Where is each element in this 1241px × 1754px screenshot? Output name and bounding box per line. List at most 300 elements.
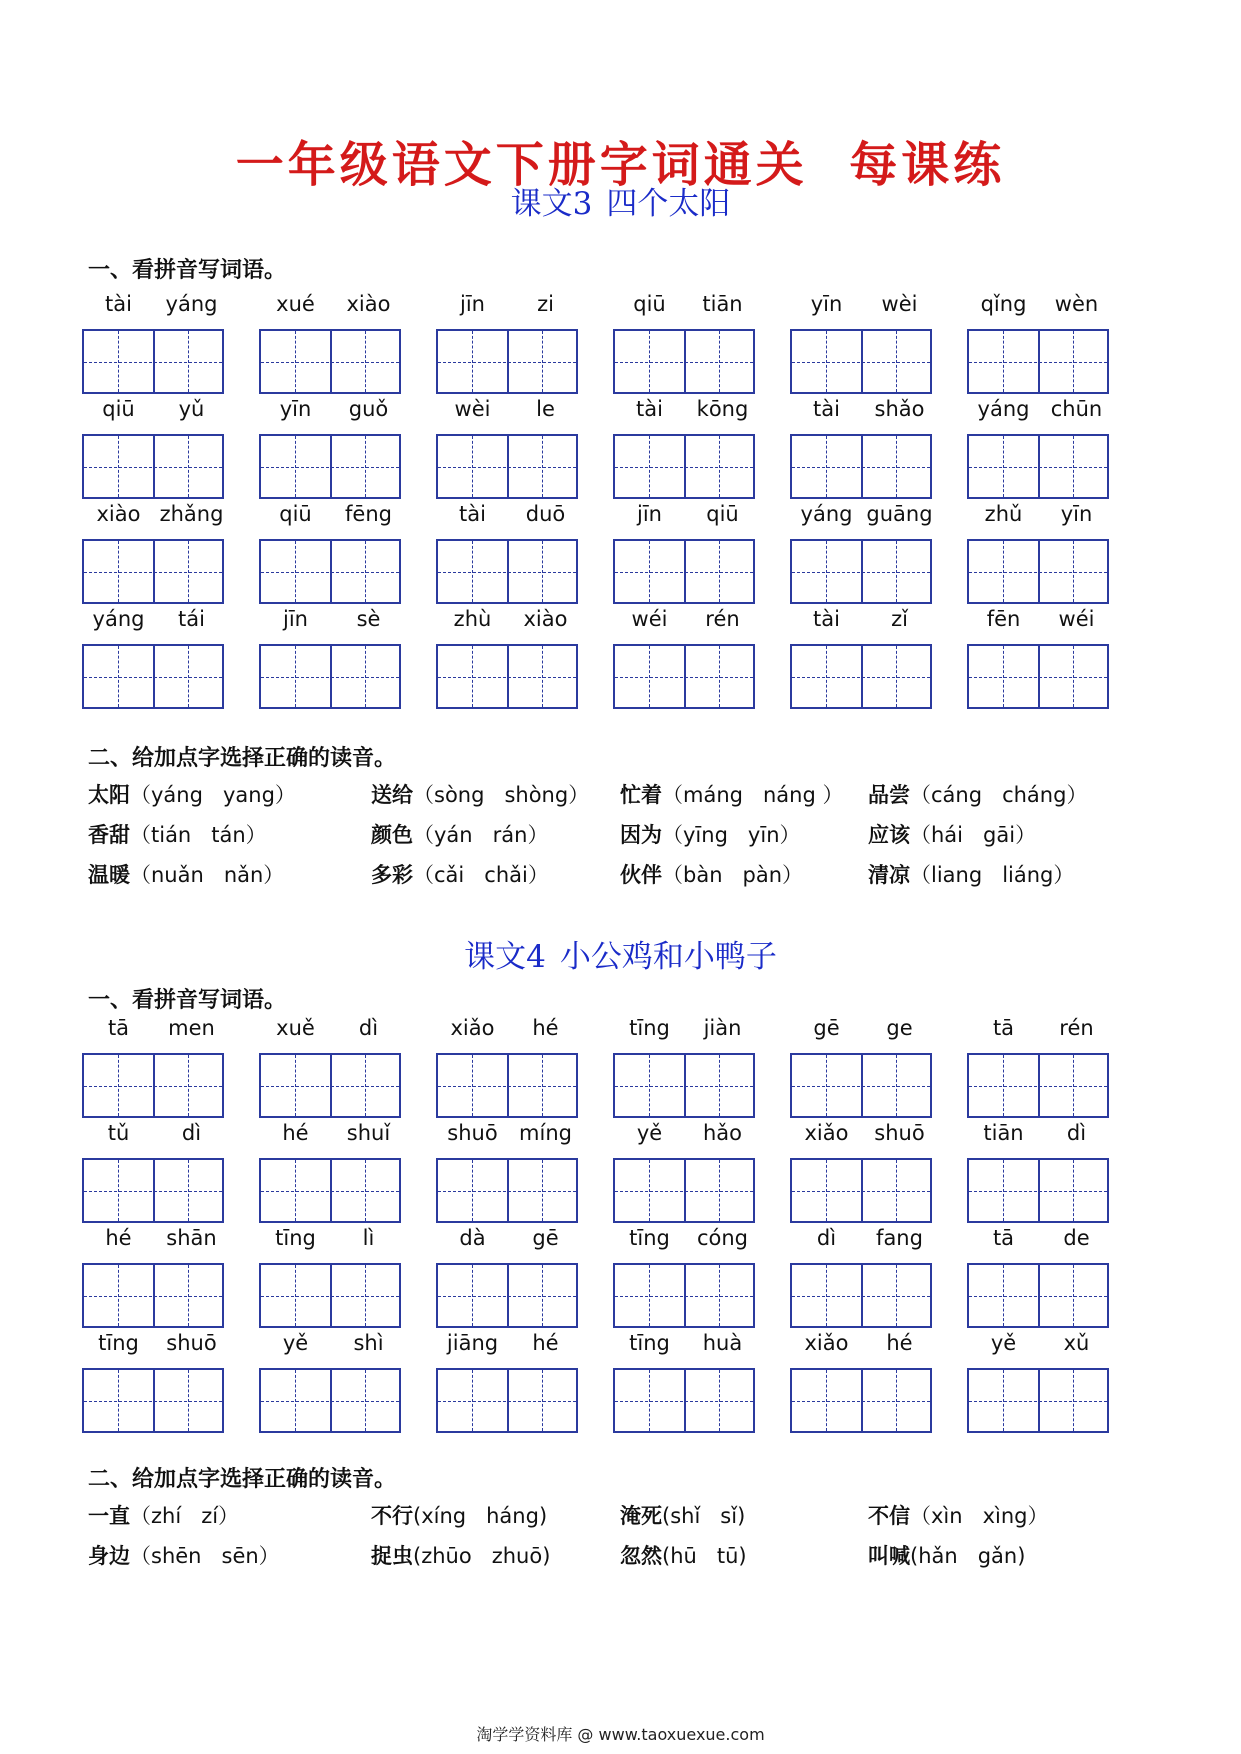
pinyin-label (82, 397, 228, 425)
reading-word: 品尝 (868, 783, 910, 807)
pinyin-syllable: guǒ (348, 397, 389, 421)
word-cell (790, 1226, 936, 1331)
grid-guide-line (896, 541, 897, 602)
grid-guide-line (792, 677, 930, 678)
reading-word: 送给 (371, 783, 413, 807)
writing-box[interactable] (259, 329, 401, 394)
pinyin-label (790, 502, 936, 530)
pinyin-label (436, 292, 582, 320)
writing-box[interactable] (436, 644, 578, 709)
reading-item (620, 859, 803, 889)
pinyin-syllable: shuǐ (346, 1121, 391, 1145)
pinyin-syllable: xiǎo (804, 1331, 849, 1355)
writing-box[interactable] (967, 539, 1109, 604)
pinyin-syllable: wéi (631, 607, 668, 631)
grid-guide-line (719, 541, 720, 602)
pinyin-label (613, 1016, 759, 1044)
writing-box[interactable] (82, 1263, 224, 1328)
grid-guide-line (969, 1086, 1107, 1087)
pinyin-syllable: tīng (629, 1016, 670, 1040)
pinyin-label (613, 397, 759, 425)
writing-box[interactable] (790, 1053, 932, 1118)
writing-box[interactable] (613, 1053, 755, 1118)
word-cell (967, 397, 1113, 502)
grid-row (82, 607, 1182, 712)
reading-item (620, 1500, 745, 1530)
grid-guide-line (472, 1055, 473, 1116)
pinyin-label (82, 607, 228, 635)
writing-box[interactable] (790, 329, 932, 394)
word-cell (790, 397, 936, 502)
grid-guide-line (188, 646, 189, 707)
pinyin-label (436, 607, 582, 635)
writing-box[interactable] (259, 1158, 401, 1223)
pinyin-label (613, 1331, 759, 1359)
grid-guide-line (118, 1055, 119, 1116)
pinyin-syllable: de (1063, 1226, 1090, 1250)
pinyin-syllable: qǐng (980, 292, 1027, 316)
grid-guide-line (365, 541, 366, 602)
writing-box[interactable] (967, 1158, 1109, 1223)
grid-guide-line (118, 541, 119, 602)
writing-box[interactable] (82, 1368, 224, 1433)
grid-guide-line (615, 1401, 753, 1402)
reading-options[interactable]: (hū tū) (662, 1544, 747, 1568)
grid-guide-line (188, 1160, 189, 1221)
grid-guide-line (118, 331, 119, 392)
grid-guide-line (188, 331, 189, 392)
reading-item (620, 1540, 747, 1570)
grid-guide-line (261, 1401, 399, 1402)
pinyin-syllable: dì (1066, 1121, 1087, 1145)
grid-guide-line (542, 331, 543, 392)
reading-options[interactable]: （nuǎn nǎn） (130, 863, 285, 887)
pinyin-syllable: wèn (1054, 292, 1099, 316)
grid-guide-line (615, 1191, 753, 1192)
writing-box[interactable] (82, 644, 224, 709)
pinyin-syllable: tīng (275, 1226, 316, 1250)
word-cell (967, 607, 1113, 712)
grid-guide-line (365, 1160, 366, 1221)
pinyin-syllable: hé (105, 1226, 132, 1250)
grid-guide-line (792, 362, 930, 363)
pinyin-syllable: ge (886, 1016, 913, 1040)
grid-guide-line (188, 1055, 189, 1116)
grid-guide-line (472, 436, 473, 497)
word-cell (790, 1016, 936, 1121)
word-cell (967, 1331, 1113, 1436)
grid-guide-line (969, 1401, 1107, 1402)
pinyin-label (790, 607, 936, 635)
reading-item (620, 819, 801, 849)
grid-guide-line (1073, 331, 1074, 392)
pinyin-label (967, 1016, 1113, 1044)
pinyin-syllable: tā (107, 1016, 130, 1040)
reading-options[interactable]: （cǎi chǎi） (413, 863, 549, 887)
pinyin-label (259, 292, 405, 320)
pinyin-syllable: fēn (986, 607, 1021, 631)
pinyin-label (436, 397, 582, 425)
reading-options[interactable]: (hǎn gǎn) (910, 1544, 1026, 1568)
pinyin-syllable: xǔ (1063, 1331, 1090, 1355)
writing-box[interactable] (967, 1368, 1109, 1433)
lesson-3-pinyin-grid (82, 292, 1182, 712)
writing-box[interactable] (790, 1263, 932, 1328)
reading-options[interactable]: （máng náng ） (662, 783, 844, 807)
word-cell (82, 292, 228, 397)
reading-options[interactable]: （xìn xìng） (910, 1504, 1049, 1528)
grid-guide-line (615, 677, 753, 678)
pinyin-syllable: gē (813, 1016, 840, 1040)
grid-guide-line (542, 436, 543, 497)
grid-guide-line (826, 541, 827, 602)
pinyin-syllable: jīn (283, 607, 308, 631)
pinyin-syllable: yīn (810, 292, 843, 316)
reading-word: 淹死 (620, 1504, 662, 1528)
pinyin-syllable: huà (702, 1331, 743, 1355)
pinyin-syllable: hé (532, 1016, 559, 1040)
grid-guide-line (188, 436, 189, 497)
word-cell (790, 607, 936, 712)
writing-box[interactable] (259, 1263, 401, 1328)
grid-guide-line (261, 572, 399, 573)
reading-word: 不行 (371, 1504, 413, 1528)
reading-options[interactable]: （zhí zí） (130, 1504, 240, 1528)
grid-guide-line (295, 1160, 296, 1221)
grid-guide-line (261, 467, 399, 468)
reading-word: 身边 (88, 1544, 130, 1568)
grid-guide-line (295, 1055, 296, 1116)
pinyin-syllable: tā (992, 1226, 1015, 1250)
grid-guide-line (438, 467, 576, 468)
writing-box[interactable] (259, 644, 401, 709)
pinyin-label (967, 607, 1113, 635)
grid-guide-line (649, 1265, 650, 1326)
writing-box[interactable] (613, 1368, 755, 1433)
grid-guide-line (792, 1401, 930, 1402)
pinyin-syllable: qiū (102, 397, 135, 421)
writing-box[interactable] (967, 329, 1109, 394)
pinyin-syllable: fēng (345, 502, 392, 526)
word-cell (613, 292, 759, 397)
writing-box[interactable] (790, 539, 932, 604)
reading-options[interactable]: （yáng yang） (130, 783, 296, 807)
lesson-3-section1-heading: 一、看拼音写词语。 (88, 258, 287, 283)
grid-guide-line (84, 1191, 222, 1192)
lesson-4-name: 课文4 (464, 939, 546, 975)
writing-box[interactable] (613, 1263, 755, 1328)
grid-guide-line (826, 1265, 827, 1326)
grid-guide-line (261, 1296, 399, 1297)
pinyin-syllable: guāng (866, 502, 933, 526)
pinyin-syllable: xiào (96, 502, 141, 526)
pinyin-syllable: zhǎng (159, 502, 224, 526)
word-cell (967, 1226, 1113, 1331)
writing-box[interactable] (436, 329, 578, 394)
grid-guide-line (118, 436, 119, 497)
writing-box[interactable] (790, 1368, 932, 1433)
writing-box[interactable] (790, 434, 932, 499)
grid-guide-line (649, 436, 650, 497)
pinyin-syllable: cóng (696, 1226, 749, 1250)
grid-guide-line (1003, 541, 1004, 602)
pinyin-label (82, 1121, 228, 1149)
pinyin-syllable: rén (1059, 1016, 1094, 1040)
writing-box[interactable] (967, 434, 1109, 499)
writing-box[interactable] (259, 434, 401, 499)
lesson-4-subtitle: 小公鸡和小鸭子 (559, 939, 777, 975)
word-cell (613, 607, 759, 712)
reading-options[interactable]: （shēn sēn） (130, 1544, 280, 1568)
pinyin-syllable: zhǔ (984, 502, 1023, 526)
pinyin-syllable: shǎo (874, 397, 925, 421)
grid-guide-line (472, 1370, 473, 1431)
grid-guide-line (615, 467, 753, 468)
pinyin-syllable: chūn (1050, 397, 1103, 421)
grid-guide-line (84, 677, 222, 678)
writing-box[interactable] (436, 1368, 578, 1433)
reading-word: 叫喊 (868, 1544, 910, 1568)
word-cell (259, 1226, 405, 1331)
pinyin-syllable: jiàn (703, 1016, 742, 1040)
writing-box[interactable] (436, 434, 578, 499)
pinyin-syllable: tài (813, 397, 840, 421)
pinyin-syllable: xiào (346, 292, 391, 316)
pinyin-syllable: xiào (523, 607, 568, 631)
pinyin-label (613, 292, 759, 320)
pinyin-label (967, 502, 1113, 530)
pinyin-syllable: yīn (279, 397, 312, 421)
pinyin-label (259, 1331, 405, 1359)
pinyin-label (790, 1121, 936, 1149)
writing-box[interactable] (790, 1158, 932, 1223)
pinyin-syllable: tīng (98, 1331, 139, 1355)
grid-guide-line (542, 541, 543, 602)
reading-word: 清凉 (868, 863, 910, 887)
pinyin-syllable: shuō (447, 1121, 498, 1145)
word-cell (82, 1121, 228, 1226)
grid-guide-line (365, 646, 366, 707)
writing-box[interactable] (259, 539, 401, 604)
reading-item (371, 1540, 550, 1570)
pinyin-syllable: dì (181, 1121, 202, 1145)
grid-guide-line (826, 1160, 827, 1221)
grid-guide-line (969, 1191, 1107, 1192)
pinyin-syllable: yáng (977, 397, 1030, 421)
word-cell (967, 292, 1113, 397)
grid-guide-line (649, 331, 650, 392)
pinyin-syllable: hé (532, 1331, 559, 1355)
grid-guide-line (969, 467, 1107, 468)
grid-guide-line (118, 1265, 119, 1326)
word-cell (436, 1226, 582, 1331)
reading-word: 颜色 (371, 823, 413, 847)
grid-guide-line (542, 1160, 543, 1221)
grid-guide-line (719, 1265, 720, 1326)
grid-row (82, 292, 1182, 397)
word-cell (259, 397, 405, 502)
reading-options[interactable]: （yīng yīn） (662, 823, 801, 847)
grid-guide-line (896, 1160, 897, 1221)
grid-guide-line (295, 1265, 296, 1326)
writing-box[interactable] (436, 539, 578, 604)
pinyin-syllable: jīn (460, 292, 485, 316)
reading-options[interactable]: （yán rán） (413, 823, 549, 847)
grid-guide-line (969, 677, 1107, 678)
grid-guide-line (792, 1086, 930, 1087)
word-cell (259, 502, 405, 607)
grid-guide-line (542, 1265, 543, 1326)
reading-options[interactable]: (xíng háng) (413, 1504, 548, 1528)
reading-options[interactable]: （hái gāi） (910, 823, 1037, 847)
footer: 淘学学资料库 @ www.taoxuexue.com (476, 1725, 765, 1744)
pinyin-syllable: yáng (92, 607, 145, 631)
grid-guide-line (84, 467, 222, 468)
writing-box[interactable] (613, 434, 755, 499)
writing-box[interactable] (82, 434, 224, 499)
grid-guide-line (1003, 1265, 1004, 1326)
pinyin-syllable: hé (282, 1121, 309, 1145)
grid-row (82, 502, 1182, 607)
writing-box[interactable] (436, 1053, 578, 1118)
pinyin-label (259, 1016, 405, 1044)
writing-box[interactable] (613, 644, 755, 709)
reading-word: 太阳 (88, 783, 130, 807)
pinyin-syllable: yě (636, 1121, 663, 1145)
pinyin-label (790, 292, 936, 320)
grid-guide-line (826, 1055, 827, 1116)
reading-word: 一直 (88, 1504, 130, 1528)
pinyin-label (790, 1016, 936, 1044)
grid-guide-line (472, 1160, 473, 1221)
writing-box[interactable] (436, 1158, 578, 1223)
writing-box[interactable] (82, 1158, 224, 1223)
grid-guide-line (649, 1160, 650, 1221)
grid-guide-line (615, 362, 753, 363)
grid-guide-line (969, 1296, 1107, 1297)
writing-box[interactable] (436, 1263, 578, 1328)
pinyin-syllable: le (536, 397, 555, 421)
reading-options[interactable]: （bàn pàn） (662, 863, 804, 887)
word-cell (82, 1016, 228, 1121)
writing-box[interactable] (967, 644, 1109, 709)
reading-options[interactable]: （tián tán） (130, 823, 267, 847)
writing-box[interactable] (967, 1263, 1109, 1328)
page-title: 一年级语文下册字词通关 每课练 (235, 137, 1006, 193)
grid-guide-line (1073, 646, 1074, 707)
grid-guide-line (261, 362, 399, 363)
pinyin-syllable: gē (532, 1226, 559, 1250)
word-cell (259, 1016, 405, 1121)
reading-word: 伙伴 (620, 863, 662, 887)
writing-box[interactable] (790, 644, 932, 709)
grid-guide-line (1003, 1370, 1004, 1431)
reading-options[interactable]: （cáng cháng） (910, 783, 1088, 807)
grid-guide-line (649, 1370, 650, 1431)
grid-guide-line (792, 1296, 930, 1297)
writing-box[interactable] (82, 1053, 224, 1118)
pinyin-syllable: yáng (800, 502, 853, 526)
word-cell (967, 1121, 1113, 1226)
reading-item (88, 859, 284, 889)
reading-options[interactable]: （sòng shòng） (413, 783, 590, 807)
writing-box[interactable] (82, 539, 224, 604)
grid-guide-line (1073, 1055, 1074, 1116)
pinyin-syllable: sè (356, 607, 381, 631)
reading-item (868, 1540, 1025, 1570)
reading-row (88, 819, 1188, 859)
pinyin-syllable: yǔ (178, 397, 205, 421)
pinyin-label (82, 1226, 228, 1254)
pinyin-syllable: qiū (633, 292, 666, 316)
writing-box[interactable] (82, 329, 224, 394)
reading-item (88, 1500, 239, 1530)
pinyin-syllable: tái (178, 607, 205, 631)
grid-guide-line (295, 331, 296, 392)
pinyin-label (259, 607, 405, 635)
lesson-4-section2-heading: 二、给加点字选择正确的读音。 (88, 1467, 397, 1492)
pinyin-syllable: hǎo (702, 1121, 743, 1145)
grid-guide-line (792, 572, 930, 573)
pinyin-syllable: tīng (629, 1331, 670, 1355)
pinyin-syllable: rén (705, 607, 740, 631)
lesson-3-name: 课文3 (510, 186, 593, 222)
reading-options[interactable]: (shǐ sǐ) (662, 1504, 746, 1528)
word-cell (436, 502, 582, 607)
pinyin-syllable: tài (105, 292, 132, 316)
reading-word: 忽然 (620, 1544, 662, 1568)
pinyin-syllable: yě (990, 1331, 1017, 1355)
pinyin-label (967, 397, 1113, 425)
writing-box[interactable] (613, 539, 755, 604)
pinyin-label (613, 1121, 759, 1149)
writing-box[interactable] (613, 1158, 755, 1223)
grid-guide-line (472, 541, 473, 602)
writing-box[interactable] (259, 1053, 401, 1118)
grid-guide-line (295, 646, 296, 707)
word-cell (259, 1331, 405, 1436)
grid-guide-line (118, 646, 119, 707)
grid-guide-line (1003, 331, 1004, 392)
grid-guide-line (826, 1370, 827, 1431)
word-cell (613, 1121, 759, 1226)
writing-box[interactable] (613, 329, 755, 394)
grid-row (82, 1331, 1182, 1436)
grid-guide-line (649, 646, 650, 707)
pinyin-label (613, 607, 759, 635)
grid-guide-line (295, 436, 296, 497)
word-cell (967, 502, 1113, 607)
lesson-4-title (0, 931, 1241, 976)
reading-word: 因为 (620, 823, 662, 847)
writing-box[interactable] (259, 1368, 401, 1433)
grid-guide-line (188, 541, 189, 602)
pinyin-syllable: dà (459, 1226, 486, 1250)
grid-guide-line (472, 646, 473, 707)
reading-options[interactable]: （liang liáng） (910, 863, 1075, 887)
lesson-4-pinyin-grid (82, 1016, 1182, 1436)
grid-guide-line (1073, 436, 1074, 497)
grid-guide-line (896, 1055, 897, 1116)
reading-options[interactable]: (zhūo zhuō) (413, 1544, 551, 1568)
reading-word: 不信 (868, 1504, 910, 1528)
grid-guide-line (118, 1370, 119, 1431)
reading-item (88, 819, 267, 849)
grid-guide-line (826, 646, 827, 707)
grid-guide-line (792, 467, 930, 468)
pinyin-label (613, 1226, 759, 1254)
writing-box[interactable] (967, 1053, 1109, 1118)
